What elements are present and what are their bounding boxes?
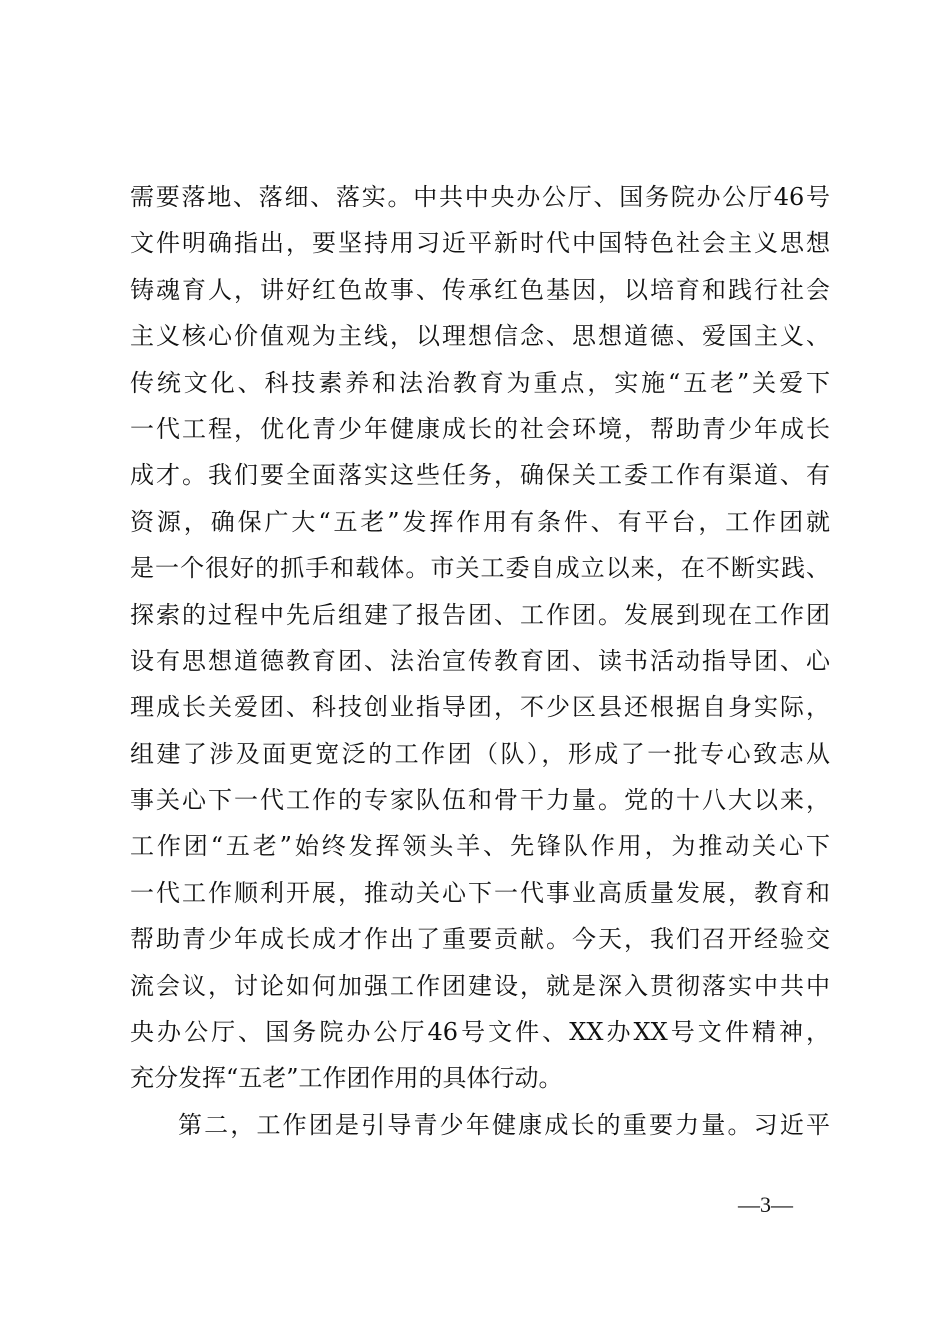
text-line: 成才。我们要全面落实这些任务，确保关工委工作有渠道、有 (130, 461, 830, 490)
text-line: 一代工作顺利开展，推动关心下一代事业高质量发展，教育和 (130, 878, 830, 907)
text-line: 资源，确保广大“五老”发挥作用有条件、有平台，工作团就 (130, 507, 830, 536)
text-line: 理成长关爱团、科技创业指导团，不少区县还根据自身实际， (130, 693, 830, 722)
text-line: 央办公厅、国务院办公厅46号文件、XX办XX号文件精神， (130, 1018, 830, 1047)
text-line: 传统文化、科技素养和法治教育为重点，实施“五老”关爱下 (130, 368, 830, 397)
text-line: 一代工程，优化青少年健康成长的社会环境，帮助青少年成长 (130, 414, 830, 443)
text-line: 主义核心价值观为主线，以理想信念、思想道德、爱国主义、 (130, 322, 830, 351)
text-line: 流会议，讨论如何加强工作团建设，就是深入贯彻落实中共中 (130, 971, 830, 1000)
text-line: 文件明确指出，要坚持用习近平新时代中国特色社会主义思想 (130, 229, 830, 258)
text-line: 组建了涉及面更宽泛的工作团（队），形成了一批专心致志从 (130, 739, 830, 768)
text-line: 帮助青少年成长成才作出了重要贡献。今天，我们召开经验交 (130, 925, 830, 954)
text-line: 事关心下一代工作的专家队伍和骨干力量。党的十八大以来， (130, 786, 830, 815)
document-body (130, 174, 830, 1148)
text-line: 设有思想道德教育团、法治宣传教育团、读书活动指导团、心 (130, 646, 830, 675)
text-line: 探索的过程中先后组建了报告团、工作团。发展到现在工作团 (130, 600, 830, 629)
page-number: —3— (738, 1192, 793, 1217)
text-line: 铸魂育人，讲好红色故事、传承红色基因，以培育和践行社会 (130, 275, 830, 304)
text-line: 充分发挥“五老”工作团作用的具体行动。 (130, 1064, 563, 1093)
paragraph-start-line: 第二，工作团是引导青少年健康成长的重要力量。习近平 (178, 1110, 830, 1139)
text-line: 工作团“五老”始终发挥领头羊、先锋队作用，为推动关心下 (130, 832, 830, 861)
text-line: 需要落地、落细、落实。中共中央办公厅、国务院办公厅46号 (130, 183, 830, 211)
text-line: 是一个很好的抓手和载体。市关工委自成立以来，在不断实践、 (130, 554, 830, 583)
